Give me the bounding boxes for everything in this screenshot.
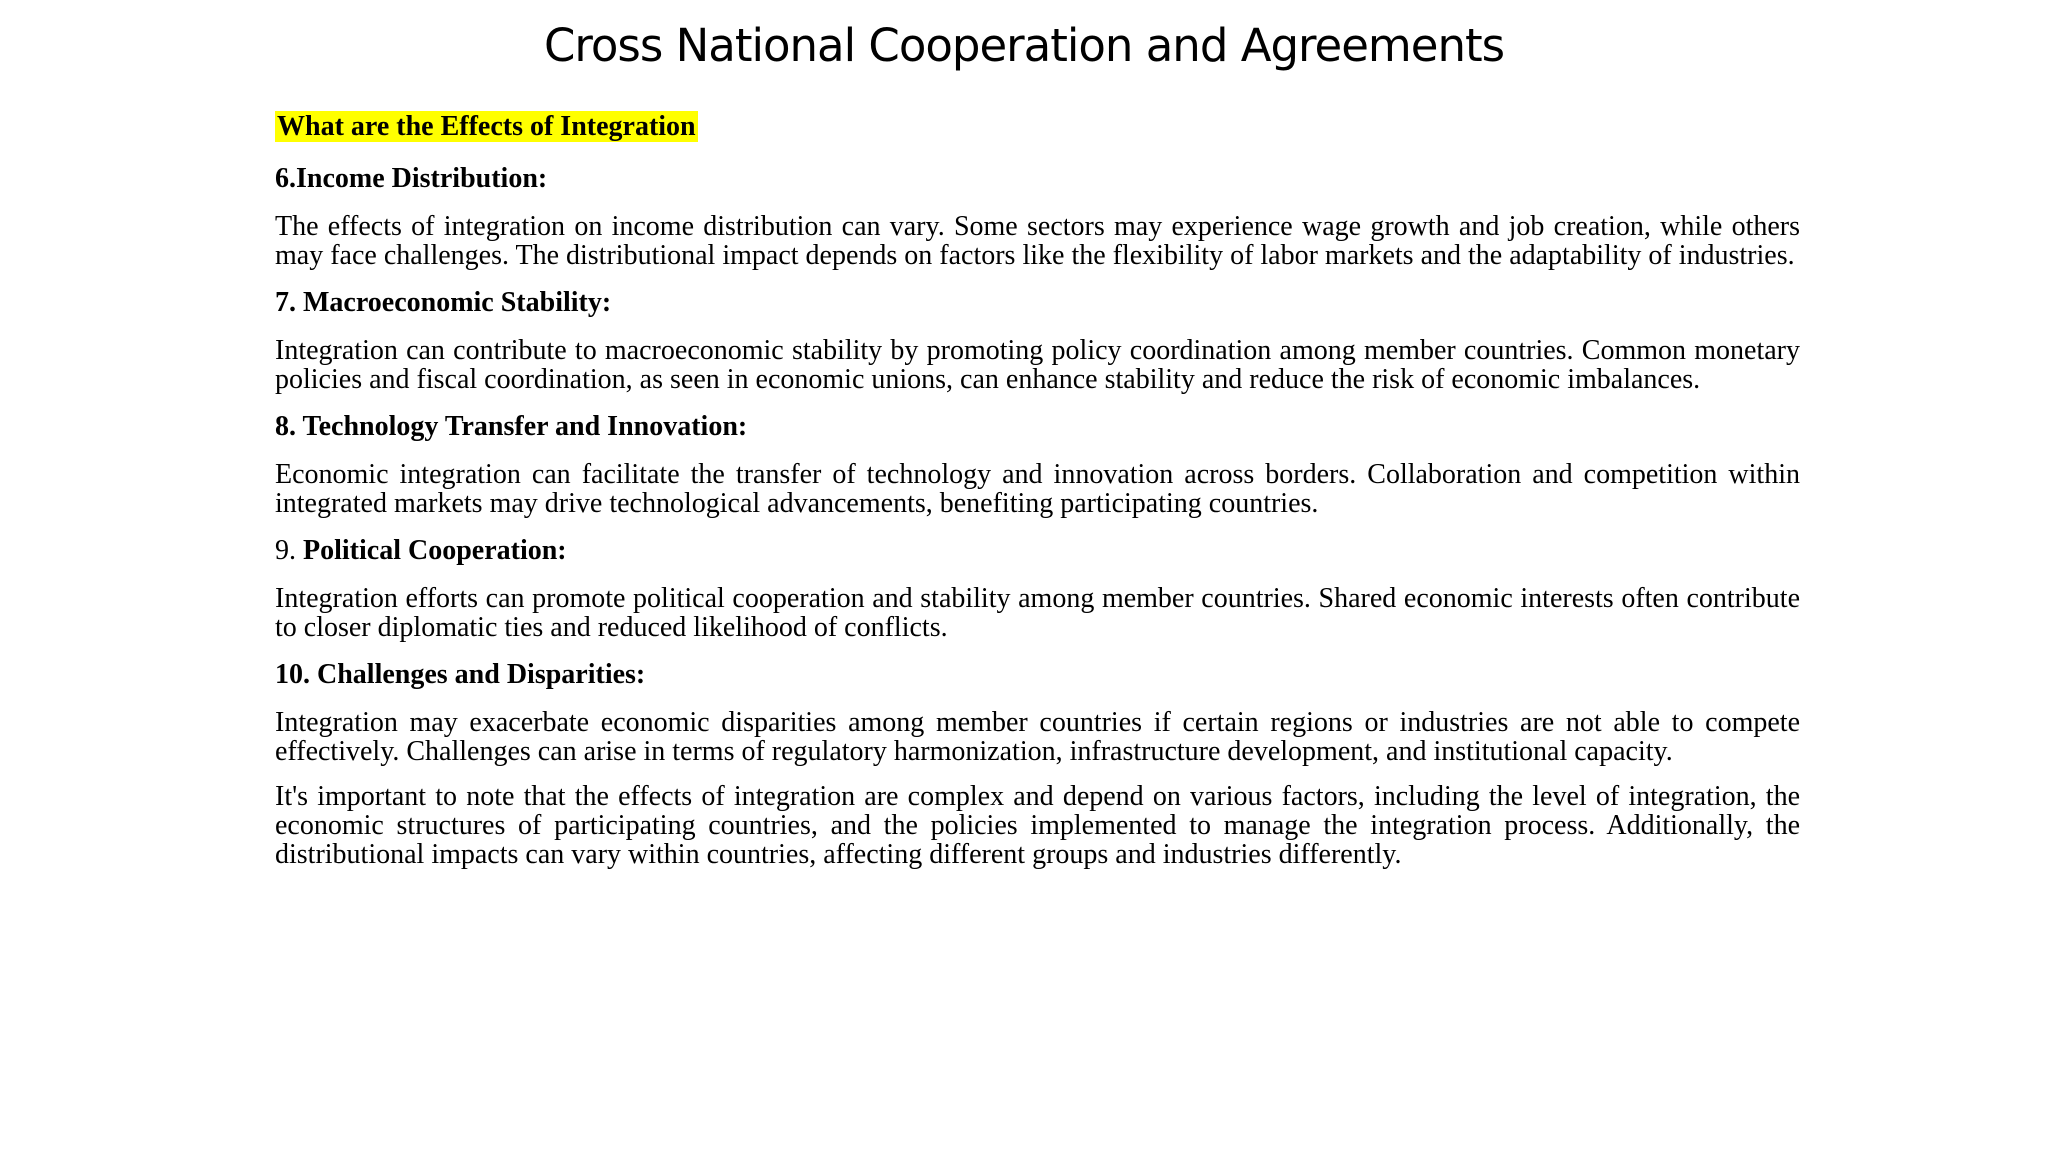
section-heading-technology-transfer: 8. Technology Transfer and Innovation: (275, 411, 748, 442)
section-heading-label: Political Cooperation: (303, 535, 567, 566)
section-body-technology-transfer: Economic integration can facilitate the transfer of technology and innovation across borders. Collaboration and competition within integrated markets may drive technological advancements, benefiting participating countries. (275, 459, 1800, 519)
section-heading-income-distribution: 6.Income Distribution: (275, 163, 548, 194)
section-number: 9. (275, 535, 296, 566)
closing-paragraph: It's important to note that the effects of integration are complex and depend on various factors, including the level of integration, the economic structures of participating countries, and the policies implemented to manage the integration process. Additionally, the distributional impacts can vary within countries, affecting different groups and industries differently. (275, 781, 1800, 870)
section-heading-political-cooperation (275, 534, 1800, 568)
highlighted-heading-text: What are the Effects of Integration (277, 111, 696, 142)
section-heading-challenges-disparities: 10. Challenges and Disparities: (275, 659, 646, 690)
intro-heading (275, 110, 1800, 144)
section-body-income-distribution: The effects of integration on income distribution can vary. Some sectors may experience wage growth and job creation, while others may face challenges. The distributional impact depends on factors like the flexibility of labor markets and the adaptability of industries. (275, 211, 1800, 271)
section-body-political-cooperation: Integration efforts can promote political cooperation and stability among member countries. Shared economic interests often contribute to closer diplomatic ties and reduced likelihood of conflicts. (275, 583, 1800, 643)
section-heading-macroeconomic-stability: 7. Macroeconomic Stability: (275, 287, 612, 318)
slide-title: Cross National Cooperation and Agreements (543, 19, 1505, 72)
slide-content (275, 110, 1800, 869)
section-body-macroeconomic-stability: Integration can contribute to macroeconomic stability by promoting policy coordination among member countries. Common monetary policies and fiscal coordination, as seen in economic unions, can enhance stability and reduce the risk of economic imbalances. (275, 335, 1800, 395)
section-body-challenges-disparities: Integration may exacerbate economic disparities among member countries if certain regions or industries are not able to compete effectively. Challenges can arise in terms of regulatory harmonization, infrastructure development, and institutional capacity. (275, 707, 1800, 767)
